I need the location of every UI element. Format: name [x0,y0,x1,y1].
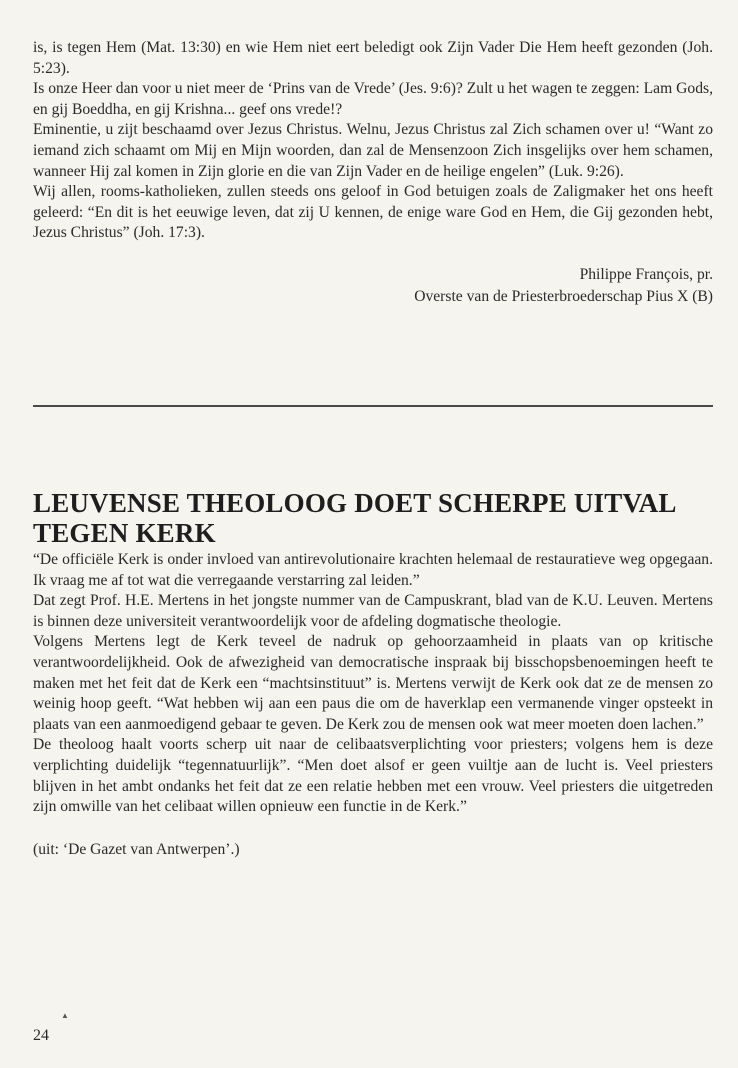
letter-section [33,38,713,308]
letter-paragraph-4: Wij allen, rooms-katholieken, zullen steeds ons geloof in God betuigen zoals de Zaligmaker het ons heeft geleerd: “En dit is het eeuwige leven, dat zij U kennen, de enige ware God en Hem, die Gij gezonden hebt, Jezus Christus” (Joh. 17:3). [33,183,713,242]
headline-line-2: TEGEN KERK [33,518,216,548]
letter-paragraph-2: Is onze Heer dan voor u niet meer de ‘Prins van de Vrede’ (Jes. 9:6)? Zult u het wagen te zeggen: Lam Gods, en gij Boeddha, en gij Krishna... geef ons vrede!? [33,80,713,118]
section-divider [33,405,713,407]
page-number: 24 [33,1027,49,1044]
article-paragraph-3: Volgens Mertens legt de Kerk teveel de nadruk op gehoorzaamheid in plaats van op kritische verantwoordelijkheid. Ook de afwezigheid van democratische inspraak bij bisschopsbenoemingen heeft te maken met het feit dat de Kerk een “machtsinstituut” is. Mertens verwijt de Kerk ook dat ze de mensen zo weinig hoop geeft. “Wat hebben wij aan een paus die om de haverklap een vermanende vinger opsteekt in plaats van een aanmoedigend gebaar te geven. De Kerk zou de mensen ook wat meer moeten doen lachen.” [33,633,713,733]
headline-line-1: LEUVENSE THEOLOOG DOET SCHERPE UITVAL [33,488,677,518]
article-section [33,488,713,860]
article-source: (uit: ‘De Gazet van Antwerpen’.) [33,840,240,858]
signature-title: Overste van de Priesterbroederschap Pius X (B) [414,287,713,305]
article-paragraph-1: “De officiële Kerk is onder invloed van antirevolutionaire krachten helemaal de restauratieve weg opgegaan. Ik vraag me af tot wat die verregaande verstarring zal leiden.” [33,551,713,589]
signature-name: Philippe François, pr. [579,265,713,283]
letter-paragraph-1: is, is tegen Hem (Mat. 13:30) en wie Hem niet eert beledigt ook Zijn Vader Die Hem heeft gezonden (Joh. 5:23). [33,39,713,77]
article-paragraph-4: De theoloog haalt voorts scherp uit naar de celibaatsverplichting voor priesters; volgens hem is deze verplichting duidelijk “tegennatuurlijk”. “Men doet alsof er geen vuiltje aan de lucht is. Veel priesters blijven in het ambt ondanks het feit dat ze een relatie hebben met een vrouw. Veel priesters die uitgetreden zijn omwille van het celibaat willen opnieuw een functie in de Kerk.” [33,736,713,816]
article-headline [33,488,713,548]
letter-paragraph-3: Eminentie, u zijt beschaamd over Jezus Christus. Welnu, Jezus Christus zal Zich schamen over u! “Want zo iemand zich schaamt om Mij en Mijn woorden, dan zal de Mensenzoon Zich insgelijks over hem schamen, wanneer Hij zal komen in Zijn glorie en die van Zijn Vader en de heilige engelen” (Luk. 9:26). [33,121,713,180]
signature-block [33,264,713,308]
article-paragraph-2: Dat zegt Prof. H.E. Mertens in het jongste nummer van de Campuskrant, blad van de K.U. Leuven. Mertens is binnen deze universiteit verantwoordelijk voor de afdeling dogmatische theologie. [33,592,713,630]
footer-mark: ▲ [61,1011,69,1020]
